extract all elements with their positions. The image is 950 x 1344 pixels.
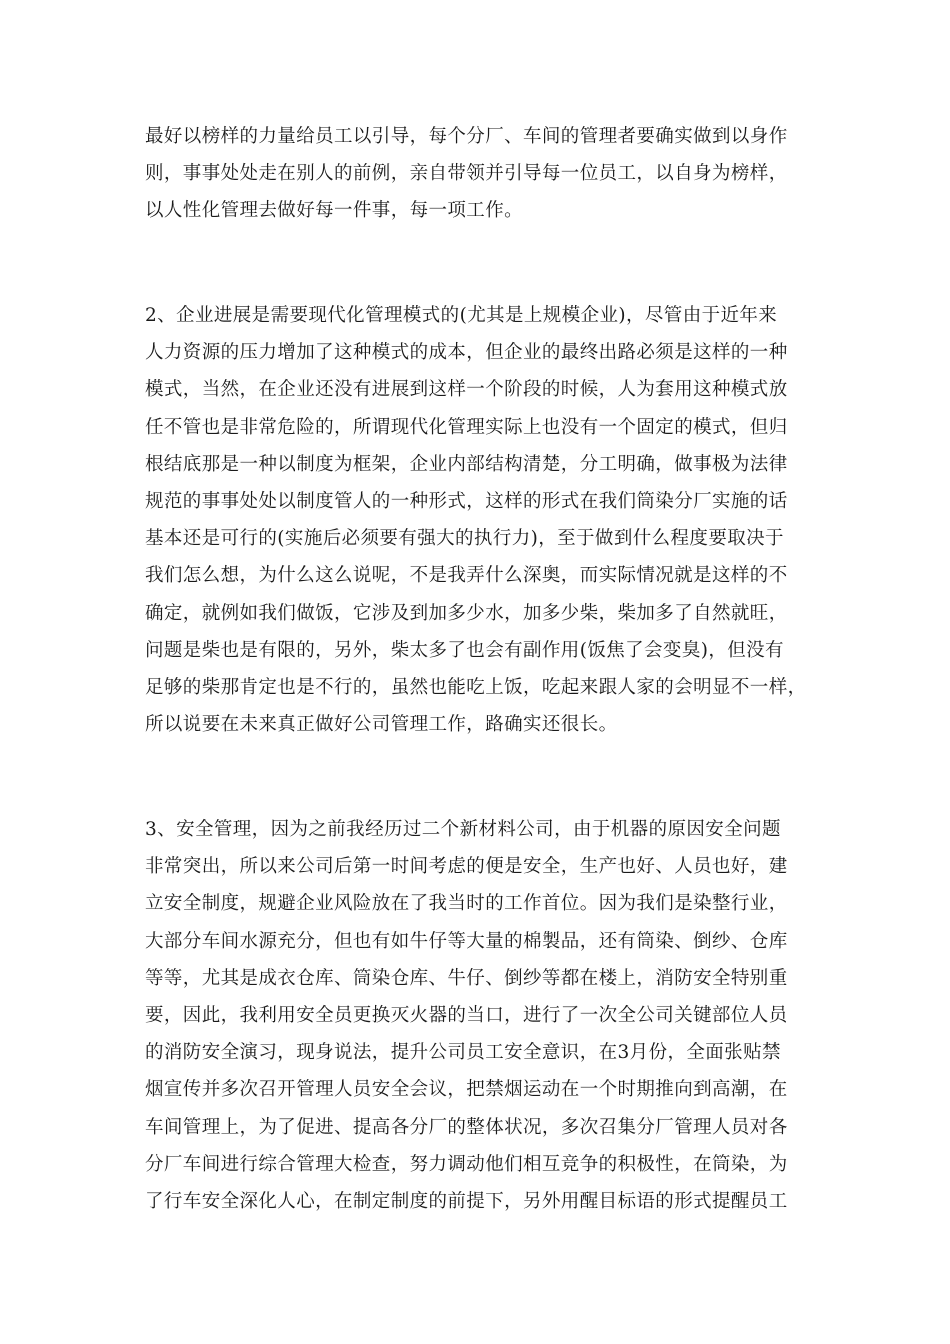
text-line: 所以说要在未来真正做好公司管理工作，路确实还很长。: [145, 714, 618, 736]
text-line: 则，事事处处走在别人的前例，亲自带领并引导每一位员工，以自身为榜样，: [145, 163, 788, 185]
paragraph-safety-management: [145, 811, 815, 1220]
text-line: 了行车安全深化人心，在制定制度的前提下，另外用醒目标语的形式提醒员工: [145, 1191, 788, 1213]
text-line: 足够的柴那肯定也是不行的，虽然也能吃上饭，吃起来跟人家的会明显不一样，: [145, 677, 807, 699]
text-line: 模式，当然，在企业还没有进展到这样一个阶段的时候，人为套用这种模式放: [145, 379, 788, 401]
text-line: 根结底那是一种以制度为框架，企业内部结构清楚，分工明确，做事极为法律: [145, 453, 788, 475]
paragraph-modern-management: [145, 297, 815, 743]
text-line: 问题是柴也是有限的，另外，柴太多了也会有副作用(饭焦了会变臭)，但没有: [145, 639, 784, 661]
text-line: 2、企业进展是需要现代化管理模式的(尤其是上规模企业)，尽管由于近年来: [145, 305, 778, 326]
text-line: 人力资源的压力增加了这种模式的成本，但企业的最终出路必须是这样的一种: [145, 342, 788, 364]
text-line: 最好以榜样的力量给员工以引导，每个分厂、车间的管理者要确实做到以身作: [145, 126, 788, 147]
text-line: 以人性化管理去做好每一件事，每一项工作。: [145, 200, 524, 222]
text-line: 任不管也是非常危险的，所谓现代化管理实际上也没有一个固定的模式，但归: [145, 416, 788, 438]
text-line: 确定，就例如我们做饭，它涉及到加多少水，加多少柴，柴加多了自然就旺，: [145, 602, 788, 624]
text-line: 烟宣传并多次召开管理人员安全会议，把禁烟运动在一个时期推向到高潮，在: [145, 1079, 788, 1101]
text-line: 基本还是可行的(实施后必须要有强大的执行力)，至于做到什么程度要取决于: [145, 528, 784, 550]
paragraph-leadership: [145, 118, 815, 230]
text-line: 要，因此，我利用安全员更换灭火器的当口，进行了一次全公司关键部位人员: [145, 1005, 788, 1027]
text-line: 大部分车间水源充分，但也有如牛仔等大量的棉製品，还有筒染、倒纱、仓库: [145, 930, 788, 952]
text-line: 立安全制度，规避企业风险放在了我当时的工作首位。因为我们是染整行业，: [145, 893, 788, 915]
text-line: 规范的事事处处以制度管人的一种形式，这样的形式在我们筒染分厂实施的话: [145, 491, 788, 513]
text-line: 我们怎么想，为什么这么说呢，不是我弄什么深奥，而实际情况就是这样的不: [145, 565, 788, 587]
text-line: 3、安全管理，因为之前我经历过二个新材料公司，由于机器的原因安全问题: [145, 819, 781, 840]
text-line: 分厂车间进行综合管理大检查，努力调动他们相互竞争的积极性，在筒染，为: [145, 1153, 788, 1175]
text-line: 的消防安全演习，现身说法，提升公司员工安全意识，在3月份，全面张贴禁: [145, 1042, 781, 1064]
text-line: 车间管理上，为了促进、提高各分厂的整体状况，多次召集分厂管理人员对各: [145, 1116, 788, 1138]
text-line: 非常突出，所以来公司后第一时间考虑的便是安全，生产也好、人员也好，建: [145, 856, 788, 878]
text-line: 等等，尤其是成衣仓库、筒染仓库、牛仔、倒纱等都在楼上，消防安全特别重: [145, 967, 788, 989]
